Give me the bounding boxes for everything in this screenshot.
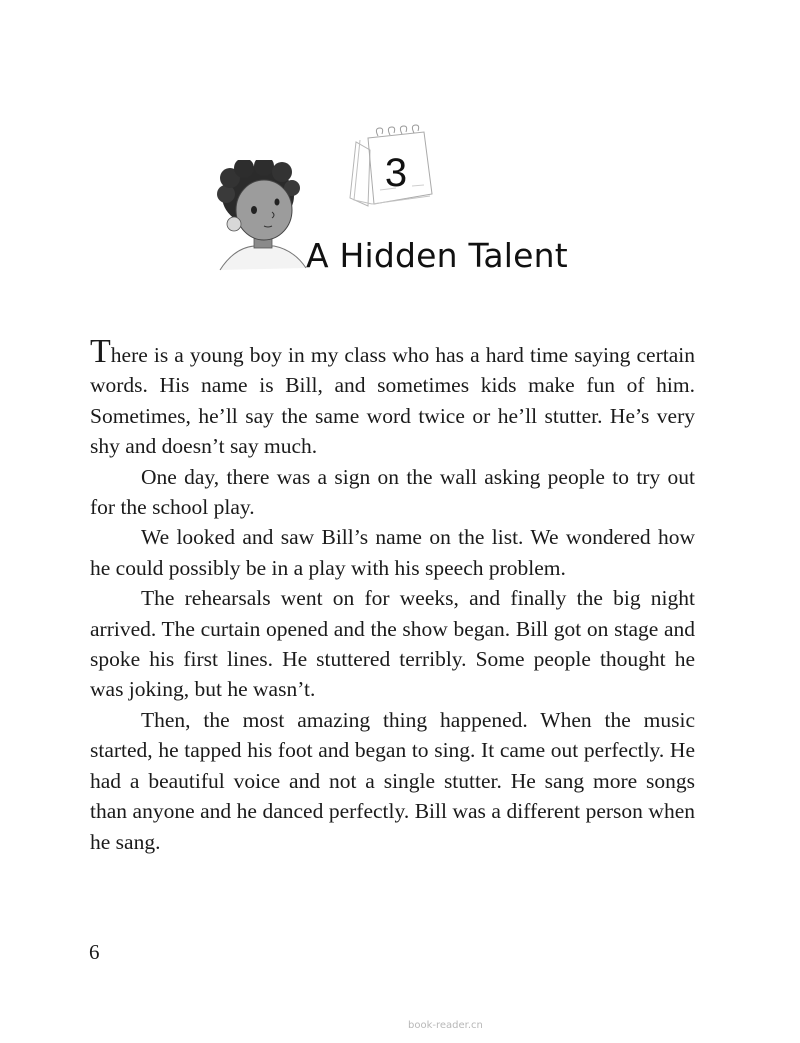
watermark: book-reader.cn bbox=[408, 1020, 483, 1031]
chapter-title: A Hidden Talent bbox=[306, 236, 568, 275]
paragraph-1 bbox=[90, 333, 695, 462]
chapter-number: 3 bbox=[384, 151, 408, 195]
paragraph-4: The rehearsals went on for weeks, and finally the big night arrived. The curtain opened and the show began. Bill got on stage and spoke his first lines. He stuttered terribly. Some people thought he was joking, but he wasn’t. bbox=[90, 586, 695, 702]
chapter-body bbox=[90, 333, 695, 857]
paragraph-1-text: here is a young boy in my class who has a hard time saying certain words. His name is Bill, and sometimes kids make fun of him. Sometimes, he’ll say the same word twice or he’ll stutter. He’s very shy and doesn’t say much. bbox=[90, 343, 695, 459]
boy-portrait-illustration bbox=[214, 160, 310, 275]
page-number: 6 bbox=[89, 940, 100, 964]
drop-cap: T bbox=[90, 333, 111, 370]
paragraph-3: We looked and saw Bill’s name on the list. We wondered how he could possibly be in a play with his speech problem. bbox=[90, 525, 695, 580]
paragraph-5: Then, the most amazing thing happened. When the music started, he tapped his foot and began to sing. It came out perfectly. He had a beautiful voice and not a single stutter. He sang more songs than anyone and he danced perfectly. Bill was a different person when he sang. bbox=[90, 707, 695, 854]
paragraph-2: One day, there was a sign on the wall asking people to try out for the school play. bbox=[90, 464, 695, 520]
